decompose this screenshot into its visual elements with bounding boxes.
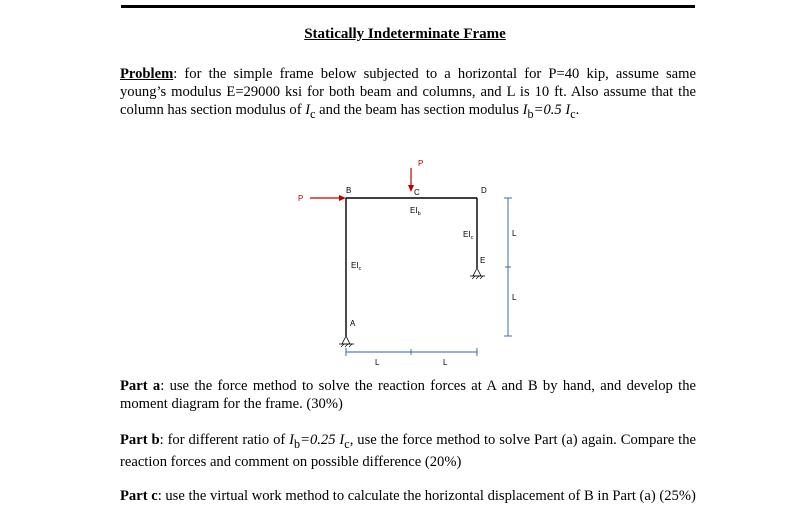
problem-ib-sub: b <box>527 106 534 121</box>
part-c-paragraph <box>120 487 696 505</box>
dim-bottom-right-label: L <box>443 358 448 367</box>
part-a-label: Part a <box>120 378 161 394</box>
support-e-icon <box>470 268 485 279</box>
node-d-label: D <box>481 186 487 195</box>
part-b-expr: I <box>289 432 295 448</box>
support-a-icon <box>339 336 354 347</box>
right-dimension <box>504 198 512 336</box>
node-e-label: E <box>480 256 486 265</box>
part-b-label: Part b <box>120 432 160 448</box>
problem-label: Problem <box>120 66 174 82</box>
page-title: Statically Indeterminate Frame <box>304 26 506 42</box>
problem-ib: I <box>522 102 528 118</box>
load-p-horizontal-label: P <box>298 194 304 203</box>
part-b-text-1: : for different ratio of <box>159 432 290 448</box>
problem-ib-rest: =0.5 I <box>533 102 571 118</box>
part-c-label: Part c <box>120 488 158 504</box>
part-a-paragraph <box>120 377 696 413</box>
node-a-label: A <box>350 319 356 328</box>
load-p-vertical-label: P <box>418 159 424 168</box>
dim-bottom-left-label: L <box>375 358 380 367</box>
dim-right-upper-label: L <box>512 229 517 238</box>
problem-text-2: and the beam has section modulus <box>315 102 523 118</box>
part-b-expr-rest: =0.25 I <box>300 432 345 448</box>
part-b-expr-rest-sub: c <box>344 436 350 451</box>
problem-ic-sub: c <box>310 106 316 121</box>
node-c-label: C <box>414 188 420 197</box>
beam-ei-label: $EI_b$ <box>410 206 421 217</box>
part-b-paragraph <box>120 431 696 471</box>
left-column-ei-label: $EI_c$ <box>351 261 362 272</box>
problem-ic: I <box>305 102 311 118</box>
bottom-dimension <box>346 348 477 356</box>
right-column-ei-label: $EI_c$ <box>463 230 474 241</box>
node-b-label: B <box>346 186 352 195</box>
part-a-text: : use the force method to solve the reaction forces at A and B by hand, and develop the moment diagram for the frame. (30%) <box>120 378 696 412</box>
problem-text-1: : for the simple frame below subjected to a horizontal for P=40 kip, assume same young’s modulus E=29000 ksi for both beam and columns, and L is 10 ft. Also assume that the column has section modulus of <box>120 66 696 118</box>
part-c-text: : use the virtual work method to calculate the horizontal displacement of B in Part (a) (25%) <box>157 488 696 504</box>
dim-right-lower-label: L <box>512 293 517 302</box>
problem-text-3: . <box>575 102 580 118</box>
part-b-text-2: , use the force method to solve Part (a) again. Compare the reaction forces and comment on possible difference (20%) <box>120 432 696 470</box>
horizontal-load-arrow-icon <box>310 195 346 201</box>
problem-ib-rest-sub: c <box>570 106 576 121</box>
part-b-expr-sub: b <box>294 436 301 451</box>
